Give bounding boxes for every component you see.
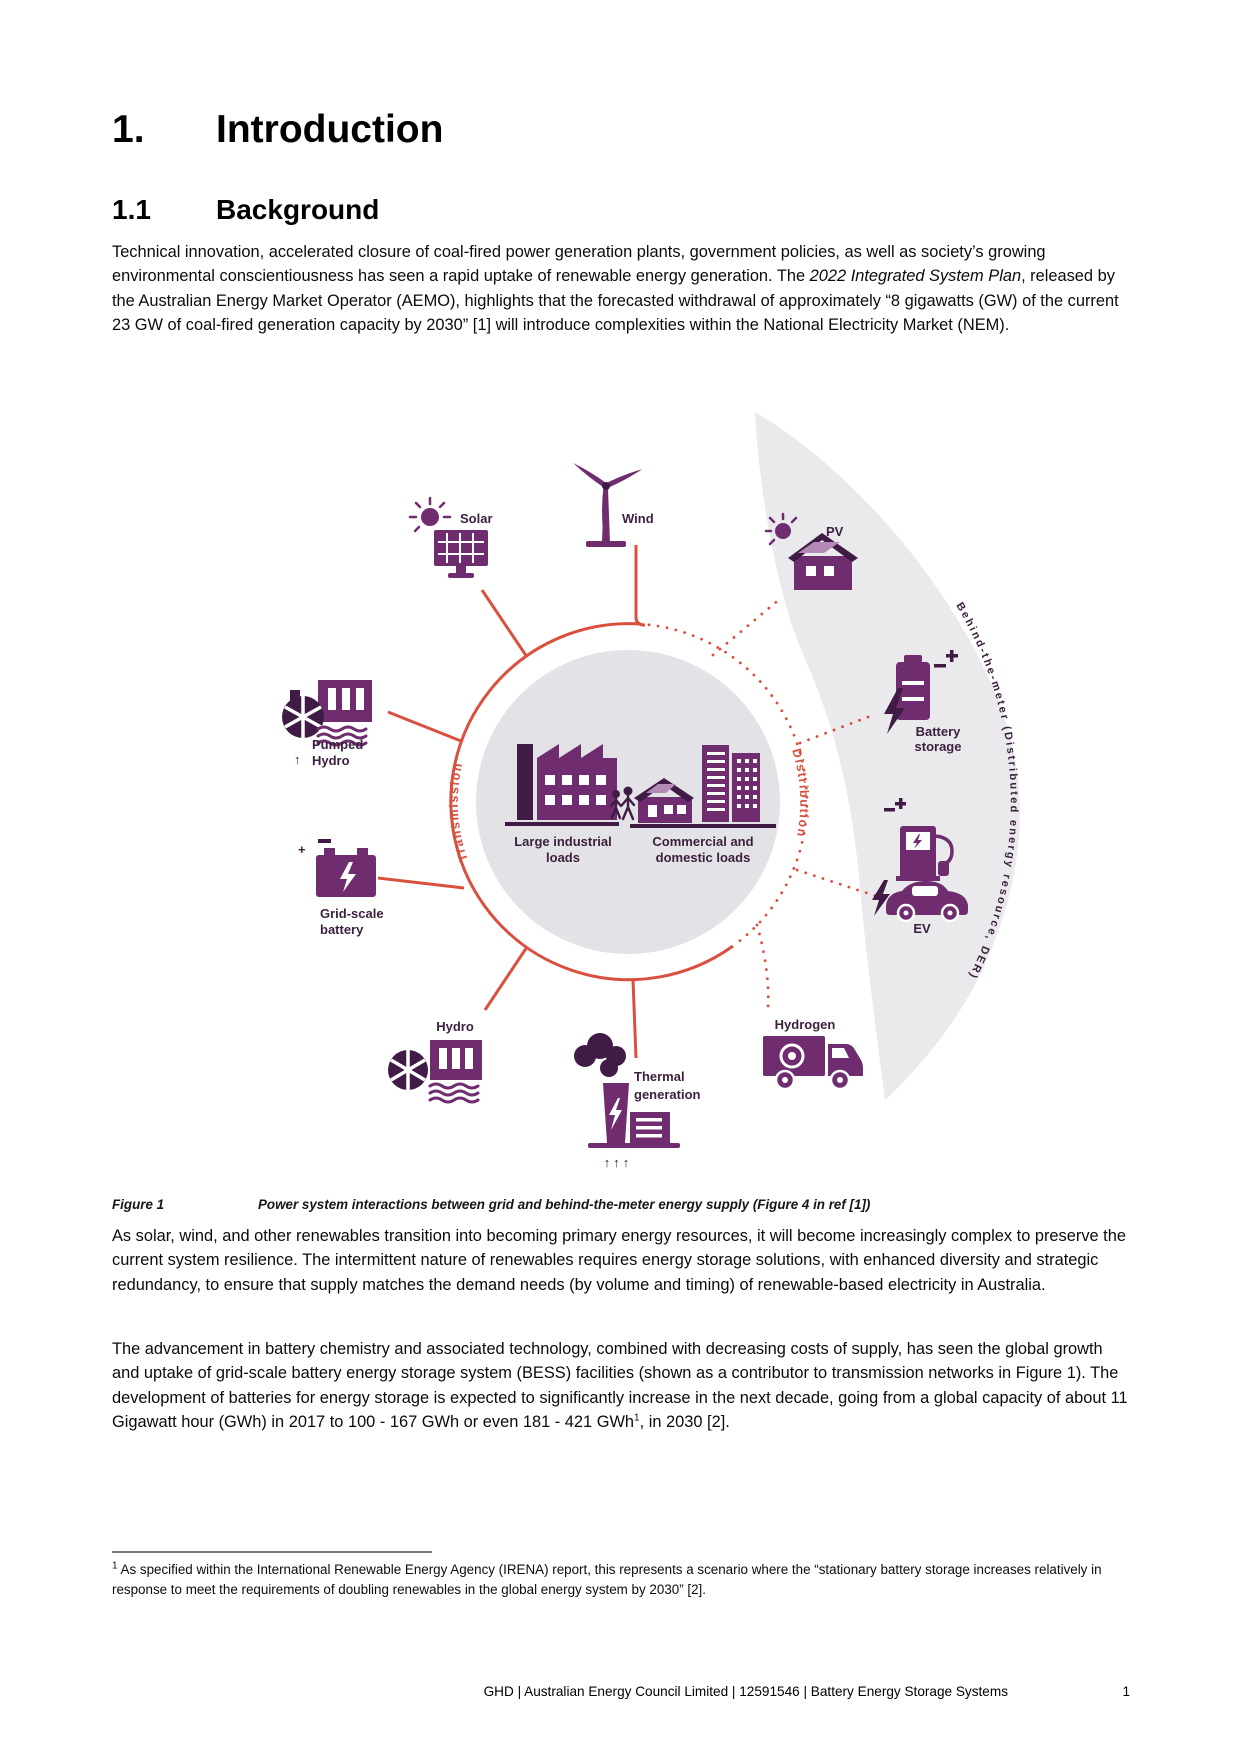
footnote-number: 1 <box>112 1560 118 1572</box>
italic-plan-title: 2022 Integrated System Plan <box>809 267 1022 286</box>
battery-storage-label-line1: Battery <box>915 724 961 739</box>
dotted-link-pv <box>713 598 781 655</box>
link-pumped-hydro <box>388 712 461 741</box>
ev-label: EV <box>913 921 931 936</box>
paragraph-text: , released by the Australian Energy Market Operator (AEMO), highlights that the forecasted withdrawal of approximately “8 gigawatts (GW) of the current 23 GW of coal-fired generation capacity by 2030” [1] will introduce complexities within the National Electricity Market (NEM). <box>112 267 1119 334</box>
page-number: 1 <box>1122 1684 1130 1699</box>
industrial-label-line1: Large industrial <box>514 834 612 849</box>
subsection-title: Background <box>216 194 380 225</box>
battery-storage-label-line2: storage <box>914 739 962 754</box>
industrial-label-line2: loads <box>546 850 580 865</box>
figure-caption-text: Power system interactions between grid and behind-the-meter energy supply (Figure 4 in ref [1]) <box>258 1197 871 1212</box>
transmission-label: Transmission <box>446 760 471 864</box>
wind-label: Wind <box>622 511 654 526</box>
industrial-loads-icon <box>505 744 619 826</box>
svg-text:+: + <box>298 842 306 857</box>
dotted-link-hydrogen <box>757 925 768 1008</box>
thermal-arrows-icon: ↑↑↑ <box>603 1155 633 1170</box>
link-solar <box>482 590 527 657</box>
solar-icon <box>410 498 488 578</box>
commercial-label-line2: domestic loads <box>655 850 751 865</box>
page-footer <box>112 1684 1130 1699</box>
footnote-divider <box>112 1551 432 1553</box>
grid-battery-label-line1: Grid-scale <box>320 906 384 921</box>
grid-battery-label-line2: battery <box>320 922 364 937</box>
solar-label: Solar <box>460 511 493 526</box>
commercial-label-line1: Commercial and <box>652 834 754 849</box>
figure-caption-label: Figure 1 <box>112 1197 165 1212</box>
thermal-label-line2: generation <box>634 1087 701 1102</box>
pumped-hydro-label-line1: Pumped <box>312 737 364 752</box>
pumped-hydro-icon <box>282 680 372 745</box>
hydrogen-icon <box>763 1036 863 1089</box>
link-grid-battery <box>378 878 464 888</box>
paragraph-text: , in 2030 [2]. <box>639 1412 730 1431</box>
hydrogen-label: Hydrogen <box>774 1017 836 1032</box>
section-title: Introduction <box>216 108 444 151</box>
paragraph-text: The advancement in battery chemistry and associated technology, combined with decreasing costs of supply, has seen the global growth and uptake of grid-scale battery energy storage system (BESS) facilities (shown as a contributor to transmission networks in Figure 1). The development of batteries for energy storage is expected to significantly increase in the next decade, going from a global capacity of about 11 Gigawatt hour (GWh) in 2017 to 100 - 167 GWh or even 181 - 421 GWh <box>112 1340 1128 1431</box>
paragraph-renewables: As solar, wind, and other renewables transition into becoming primary energy resources, it will become increasingly complex to preserve the current system resilience. The intermittent nature of renewables requires energy storage solutions, with enhanced diversity and strategic redundancy, to ensure that supply matches the demand needs (by volume and timing) of renewable-based electricity in Australia. <box>112 1227 1126 1294</box>
pv-label: PV <box>826 524 844 539</box>
pumped-hydro-arrow-icon: ↑ <box>294 752 301 767</box>
link-thermal <box>633 980 636 1058</box>
link-hydro <box>485 947 527 1010</box>
pumped-hydro-label-line2: Hydro <box>312 753 350 768</box>
subsection-number: 1.1 <box>112 194 151 225</box>
footnote-reference: 1 <box>634 1412 640 1424</box>
thermal-label-line1: Thermal <box>634 1069 685 1084</box>
footnote-text: As specified within the International Renewable Energy Agency (IRENA) report, this represents a scenario where the “stationary battery storage increases relatively in response to meet the requirements of doubling renewables in the global energy system by 2030” [2]. <box>112 1562 1102 1597</box>
link-wind <box>636 545 645 625</box>
hydro-icon <box>388 1040 482 1102</box>
grid-scale-battery-icon <box>298 839 376 897</box>
hydro-label: Hydro <box>436 1019 474 1034</box>
footer-text: GHD | Australian Energy Council Limited | 12591546 | Battery Energy Storage Systems <box>483 1684 1008 1699</box>
footnote <box>112 1560 1130 1600</box>
paragraph-text: Technical innovation, accelerated closure of coal-fired power generation plants, government policies, as well as society’s growing environmental conscientiousness has seen a rapid uptake of renewable energy generation. The <box>112 243 1046 286</box>
section-number: 1. <box>112 108 145 151</box>
behind-the-meter-label: Behind-the-meter (Distributed energy resource, DER) <box>953 600 1020 981</box>
wind-icon <box>572 461 644 547</box>
distribution-label: Distribution <box>789 746 812 840</box>
figure-caption <box>112 1197 1130 1212</box>
paragraph-bess <box>112 1337 1130 1434</box>
